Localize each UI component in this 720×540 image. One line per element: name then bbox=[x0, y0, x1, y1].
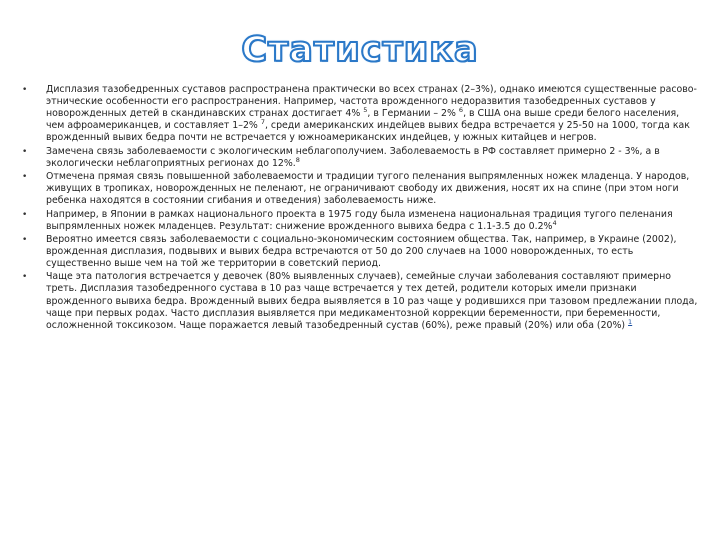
bullet-text: Дисплазия тазобедренных суставов распространена практически во всех странах (2–3%), однако имеются существенные расово-этнические особенности его распространения. Например, частота врожденного недоразвития тазобедренных суставов у новорожденных детей в скандинавских странах достигает 4% bbox=[46, 84, 697, 120]
bullet-marker: • bbox=[22, 172, 28, 183]
bullet-text: Например, в Японии в рамках национального проекта в 1975 году была изменена национальная традиция тугого пеленания выпрямленных ножек младенцев. Результат: снижение врожденного вывиха бедра с 1.1-3.5 до 0.2% bbox=[46, 208, 673, 232]
list-item bbox=[22, 146, 698, 170]
list-item bbox=[22, 84, 698, 144]
footnote-marker: 6 bbox=[458, 106, 464, 115]
bullet-text: , в США она выше среди белого населения, чем афроамериканцев, и составляет 1–2% bbox=[46, 108, 680, 132]
bullet-text: , в Германии – 2% bbox=[367, 108, 459, 120]
footnote-marker: 7 bbox=[260, 118, 265, 127]
footnote-marker: 8 bbox=[295, 155, 300, 164]
bullet-marker: • bbox=[22, 272, 28, 283]
list-item bbox=[22, 234, 698, 270]
list-item bbox=[22, 171, 698, 207]
bullet-marker: • bbox=[22, 234, 28, 245]
bullet-marker: • bbox=[22, 85, 28, 95]
bullet-text: Отмечена прямая связь повышенной заболеваемости и традиции тугого пеленания выпрямленных ножек младенца. У народов, живущих в тропиках, новорожденных не пеленают, не ограничивают свободу их движения, носят их на спине (при этом ноги ребенка находятся в состоянии сгибания и отведения) заболеваемость ниже. bbox=[46, 171, 690, 207]
footnote-marker: 4 bbox=[552, 218, 557, 227]
footnote-link[interactable]: 1 bbox=[628, 317, 633, 326]
bullet-marker: • bbox=[22, 209, 28, 220]
bullet-text: , среди американских индейцев вывих бедра встречается у 25-50 на 1000, тогда как врожденный вывих бедра почти не встречается у южноамериканских индейцев, у южных китайцев и негров. bbox=[46, 120, 690, 144]
bullet-list bbox=[22, 84, 698, 333]
bullet-text: Замечена связь заболеваемости с экологическим неблагополучием. Заболеваемость в РФ составляет примерно 2 - 3%, а в экологически неблагоприятных регионах до 12%. bbox=[46, 145, 660, 169]
footnote-marker: 5 bbox=[363, 106, 368, 115]
bullet-marker: • bbox=[22, 146, 28, 157]
bullet-text: Чаще эта патология встречается у девочек (80% выявленных случаев), семейные случаи заболевания составляют примерно треть. Дисплазия тазобедренного сустава в 10 раз чаще встречается у тех детей, родители которых имели признаки врожденного вывиха бедра. Врожденный вывих бедра выявляется в 10 раз чаще у родившихся при тазовом предлежании плода, чаще при первых родах. Часто дисплазия выявляется при медикаментозной коррекции беременности, при беременности, осложненной токсикозом. Чаще поражается левый тазобедренный сустав (60%), реже правый (20%) или оба (20%) bbox=[46, 271, 698, 331]
list-item bbox=[22, 271, 698, 331]
title-area bbox=[0, 30, 720, 70]
slide-title: Статистика bbox=[241, 30, 479, 70]
list-item bbox=[22, 209, 698, 233]
bullet-text: Вероятно имеется связь заболеваемости с социально-экономическим состоянием общества. Так, например, в Украине (2002), врожденная дисплазия, подвывих и вывих бедра встречаются от 50 до 200 случаев на 1000 новорожденных, то есть существенно выше чем на той же территории в советский период. bbox=[46, 233, 677, 270]
